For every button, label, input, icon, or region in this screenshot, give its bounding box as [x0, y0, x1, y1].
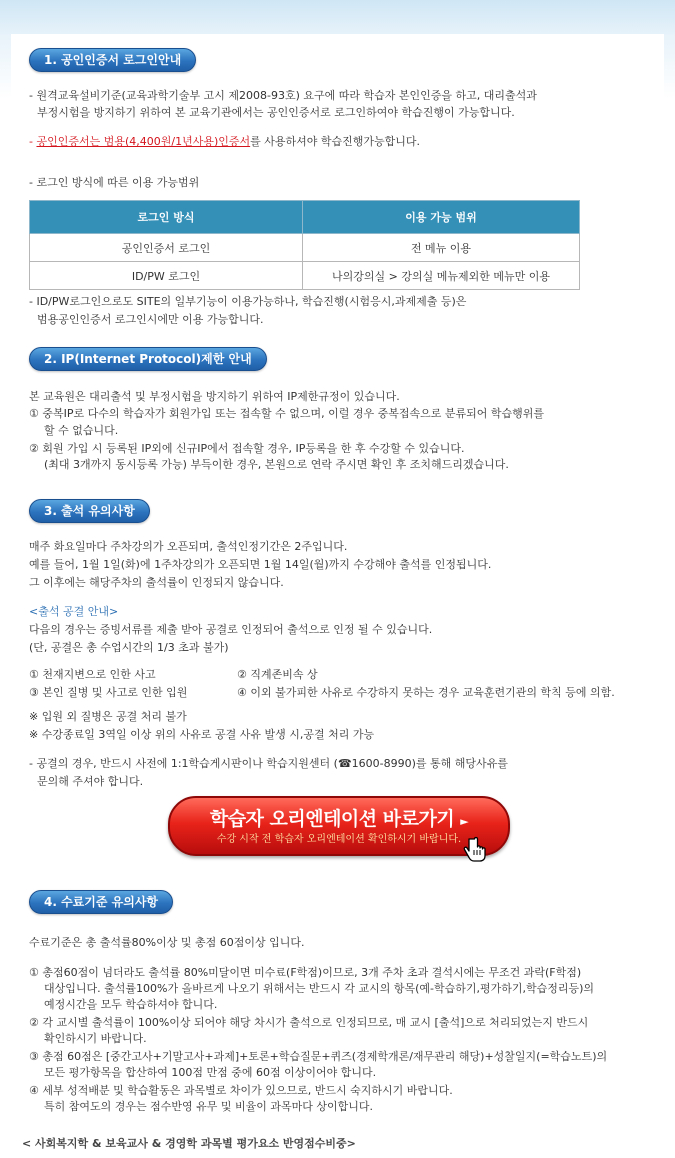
table-cell: 나의강의실 > 강의실 메뉴제외한 메뉴만 이용: [303, 262, 580, 290]
orientation-button[interactable]: [168, 796, 510, 856]
s4-item-1c: 예정시간을 모두 학습하셔야 합니다.: [44, 998, 218, 1011]
triangle-right-icon: ►: [460, 815, 469, 828]
orientation-button-label: [170, 804, 508, 831]
s2-line-2: ① 중복IP로 다수의 학습자가 회원가입 또는 접속할 수 없으며, 이럴 경우 중복접속으로 분류되어 학습행위를: [29, 407, 544, 420]
cert-requirement-link[interactable]: 공인인증서는 범용(4,400원/1년사용)인증서: [36, 135, 251, 148]
orientation-button-subtext: 수강 시작 전 학습자 오리엔테이션 확인하시기 바랍니다.: [216, 834, 462, 845]
table-row: [30, 234, 580, 262]
table-cell: 전 메뉴 이용: [303, 234, 580, 262]
exception-note-2: ※ 수강종료일 3역일 이상 위의 사유로 공결 사유 발생 시,공결 처리 가능: [29, 728, 375, 741]
s2-line-4: ② 회원 가입 시 등록된 IP외에 신규IP에서 접속할 경우, IP등록을 한 후 수강할 수 있습니다.: [29, 442, 465, 455]
table-row: [30, 262, 580, 290]
s4-line-1: 수료기준은 총 출석률80%이상 및 총점 60점이상 입니다.: [29, 936, 305, 949]
s1-p2-suffix: 를 사용하셔야 학습진행가능합니다.: [250, 135, 421, 148]
exception-item-1: ① 천재지변으로 인한 사고: [29, 668, 156, 681]
s1-paragraph-1a: - 원격교육설비기준(교육과학기술부 고시 제2008-93호) 요구에 따라 학습자 본인인증을 하고, 대리출석과: [29, 89, 537, 102]
table-cell: ID/PW 로그인: [30, 262, 303, 290]
hand-cursor-icon: [462, 836, 488, 864]
table-header-row: [30, 201, 580, 234]
s1-paragraph-4a: - ID/PW로그인으로도 SITE의 일부기능이 이용가능하나, 학습진행(시험응시,과제제출 등)은: [29, 295, 467, 308]
s1-paragraph-2: [29, 134, 420, 150]
s4-item-3b: 모든 평가항목을 합산하여 100점 만점 중에 60점 이상이어야 합니다.: [44, 1066, 377, 1079]
exception-note-1: ※ 입원 외 질병은 공결 처리 불가: [29, 710, 187, 723]
s2-line-1: 본 교육원은 대리출석 및 부정시험을 방지하기 위하여 IP제한규정이 있습니다.: [29, 390, 400, 403]
exception-item-3: ③ 본인 질병 및 사고로 인한 입원: [29, 686, 188, 699]
s1-paragraph-3: - 로그인 방식에 따른 이용 가능범위: [29, 176, 200, 189]
s4-item-1b: 대상입니다. 출석률100%가 올바르게 나오기 위해서는 반드시 각 교시의 항목(예-학습하기,평가하기,학습정리등)의: [44, 982, 595, 995]
section-4-title: 4. 수료기준 유의사항: [29, 890, 173, 914]
s1-p2-prefix: -: [29, 135, 37, 148]
s4-item-2b: 확인하시기 바랍니다.: [44, 1032, 147, 1045]
evaluation-weight-heading: < 사회복지학 & 보육교사 & 경영학 과목별 평가요소 반영점수비중>: [22, 1137, 356, 1150]
s3-line-2: 예를 들어, 1월 1일(화)에 1주차강의가 오픈되면 1월 14일(월)까지 수강해야 출석를 인정됩니다.: [29, 558, 492, 571]
table-header-method: 로그인 방식: [30, 201, 303, 234]
table-cell: 공인인증서 로그인: [30, 234, 303, 262]
s1-paragraph-1b: 부정시험을 방지하기 위하여 본 교육기관에서는 공인인증서로 로그인하여야 학습진행이 가능합니다.: [37, 106, 515, 119]
s3-contact-1: - 공결의 경우, 반드시 사전에 1:1학습게시판이나 학습지원센터 (☎1600-8990)를 통해 해당사유를: [29, 757, 508, 770]
s3-line-4: 다음의 경우는 증빙서류를 제출 받아 공결로 인정되어 출석으로 인정 될 수 있습니다.: [29, 623, 433, 636]
s1-paragraph-4b: 범용공인인증서 로그인시에만 이용 가능합니다.: [37, 313, 264, 326]
orientation-button-text: 학습자 오리엔테이션 바로가기: [209, 808, 455, 830]
exception-item-2: ② 직계존비속 상: [237, 668, 318, 681]
s2-line-3: 할 수 없습니다.: [44, 424, 119, 437]
s3-line-3: 그 이후에는 해당주차의 출석률이 인정되지 않습니다.: [29, 576, 284, 589]
s4-item-3a: ③ 총점 60점은 [중간고사+기말고사+과제]+토론+학습질문+퀴즈(경제학개론/재무관리 해당)+성찰일지(=학습노트)의: [29, 1050, 608, 1063]
section-3-title: 3. 출석 유의사항: [29, 499, 150, 523]
s4-item-4b: 특히 참여도의 경우는 점수반영 유무 및 비율이 과목마다 상이합니다.: [44, 1100, 373, 1113]
exception-item-4: ④ 이외 불가피한 사유로 수강하지 못하는 경우 교육훈련기관의 학칙 등에 의함.: [237, 686, 615, 699]
attendance-exception-heading: <출석 공결 안내>: [29, 605, 119, 618]
s3-line-5: (단, 공결은 총 수업시간의 1/3 초과 불가): [29, 641, 229, 654]
section-2-title: 2. IP(Internet Protocol)제한 안내: [29, 347, 267, 371]
s2-line-5: (최대 3개까지 동시등록 가능) 부득이한 경우, 본원으로 연락 주시면 확인 후 조치해드리겠습니다.: [44, 458, 509, 471]
s3-contact-2: 문의해 주셔야 합니다.: [37, 775, 144, 788]
table-header-range: 이용 가능 범위: [303, 201, 580, 234]
s4-item-1a: ① 총점60점이 넘더라도 출석률 80%미달이면 미수료(F학점)이므로, 3개 주차 초과 결석시에는 무조건 과락(F학점): [29, 966, 582, 979]
login-method-table: [29, 200, 580, 290]
s4-item-4a: ④ 세부 성적배분 및 학습활동은 과목별로 차이가 있으므로, 반드시 숙지하시기 바랍니다.: [29, 1084, 453, 1097]
s4-item-2a: ② 각 교시별 출석률이 100%이상 되어야 해당 차시가 출석으로 인정되므로, 매 교시 [출석]으로 처리되었는지 반드시: [29, 1016, 589, 1029]
section-1-title: 1. 공인인증서 로그인안내: [29, 48, 196, 72]
s3-line-1: 매주 화요일마다 주차강의가 오픈되며, 출석인정기간은 2주입니다.: [29, 540, 348, 553]
